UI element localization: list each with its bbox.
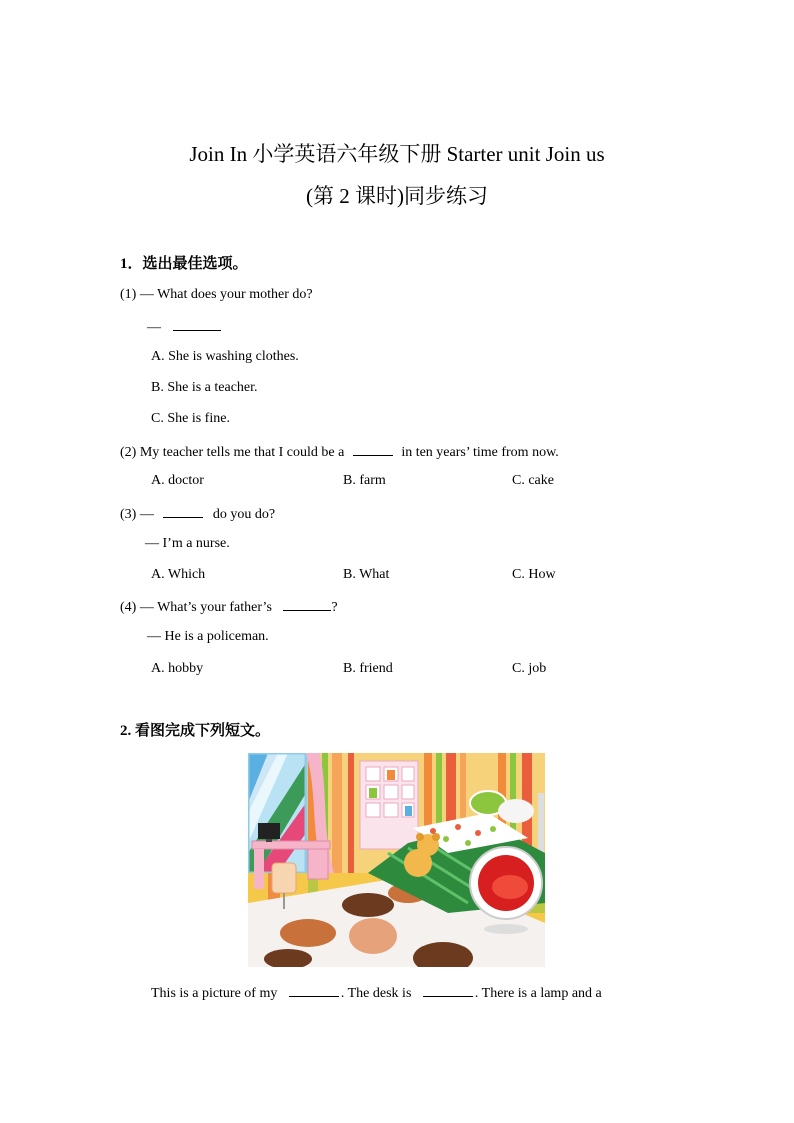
passage-text-2: . The desk is [340, 986, 412, 1001]
dash: — [147, 320, 161, 335]
question-3-answer: — I’m a nurse. [145, 536, 230, 551]
question-3-text-after: do you do? [212, 507, 276, 522]
question-4 [120, 597, 338, 617]
document-title-line-2: (第 2 课时)同步练习 [306, 184, 488, 208]
passage-line [151, 983, 602, 1003]
answer-blank[interactable] [173, 317, 221, 331]
question-2-option-b: B. farm [343, 473, 386, 488]
question-1-answer-line [147, 317, 221, 337]
question-2-text-before: (2) My teacher tells me that I could be a [120, 445, 345, 460]
question-3-text-before: (3) — [120, 507, 154, 522]
answer-blank[interactable] [353, 442, 393, 456]
answer-blank[interactable] [289, 983, 339, 997]
question-1-option-b: B. She is a teacher. [151, 380, 258, 395]
passage-text-3: . There is a lamp and a [474, 986, 602, 1001]
question-4-answer: — He is a policeman. [147, 629, 269, 644]
question-3-option-c: C. How [512, 567, 556, 582]
question-4-text-after: ? [331, 600, 338, 615]
answer-blank[interactable] [423, 983, 473, 997]
question-2 [120, 442, 559, 462]
question-2-text-after: in ten years’ time from now. [401, 445, 559, 460]
section-1-heading: 1．选出最佳选项。 [120, 256, 248, 272]
document-title-line-1: Join In 小学英语六年级下册 Starter unit Join us [189, 142, 605, 166]
question-4-option-a: A. hobby [151, 661, 204, 676]
question-1-option-c: C. She is fine. [151, 411, 230, 426]
passage-text-1: This is a picture of my [151, 986, 278, 1001]
question-1-option-a: A. She is washing clothes. [151, 349, 299, 364]
question-2-option-a: A. doctor [151, 473, 204, 488]
question-3 [120, 504, 275, 524]
bedroom-illustration [248, 753, 545, 967]
question-3-option-a: A. Which [151, 567, 206, 582]
question-3-option-b: B. What [343, 567, 390, 582]
section-2-heading: 2. 看图完成下列短文。 [120, 723, 271, 739]
answer-blank[interactable] [283, 597, 331, 611]
question-4-option-b: B. friend [343, 661, 393, 676]
question-1: (1) — What does your mother do? [120, 287, 313, 302]
answer-blank[interactable] [163, 504, 203, 518]
question-4-option-c: C. job [512, 661, 547, 676]
question-4-text-before: (4) — What’s your father’s [120, 600, 272, 615]
question-2-option-c: C. cake [512, 473, 554, 488]
